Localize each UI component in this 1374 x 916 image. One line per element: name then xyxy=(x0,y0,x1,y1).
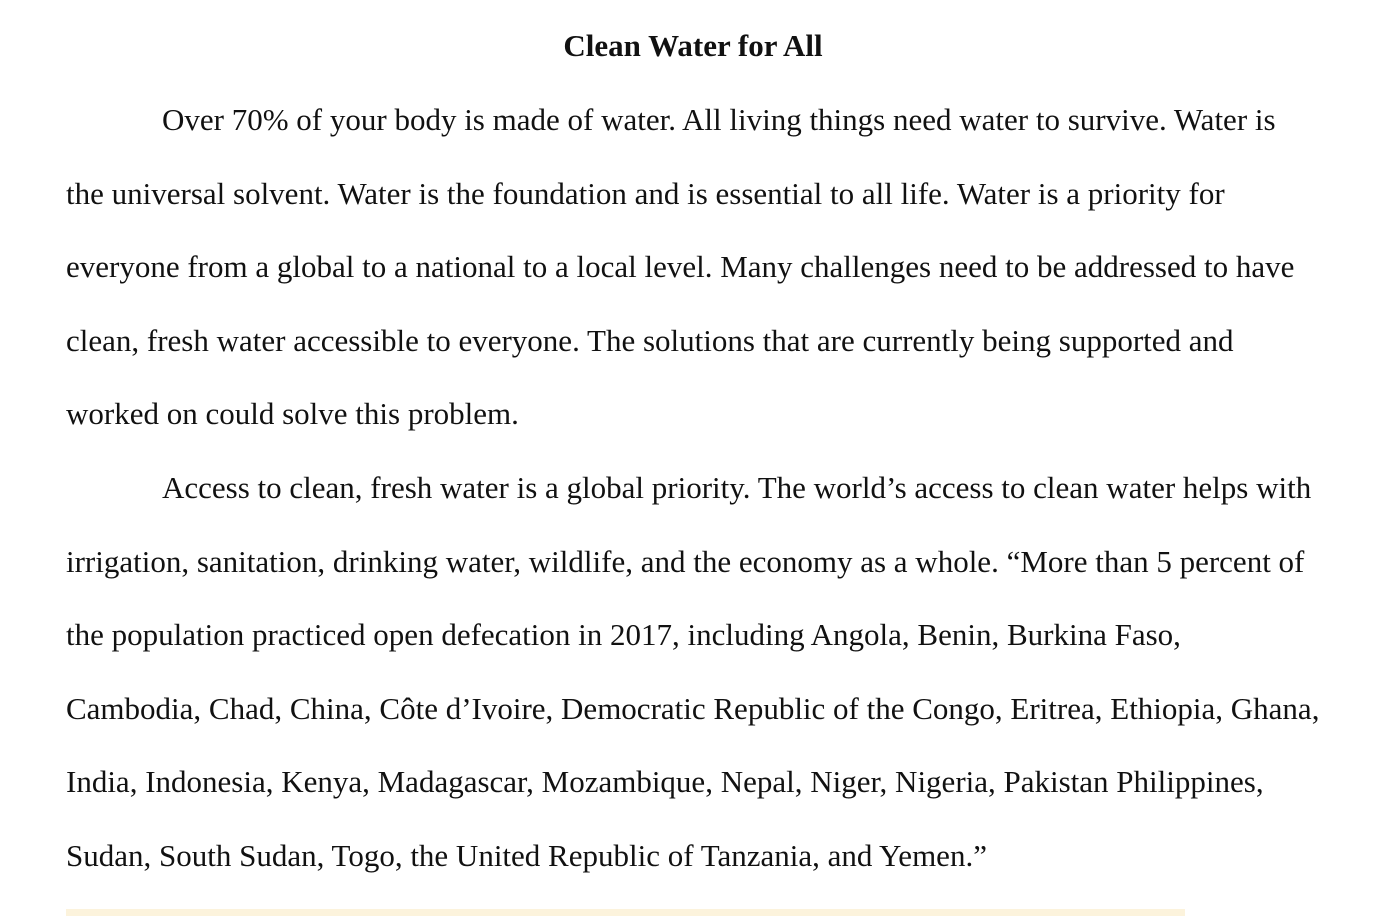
document-body xyxy=(66,83,1320,893)
text-highlight-strip xyxy=(66,909,1185,916)
document-title: Clean Water for All xyxy=(563,28,823,63)
paragraph-intro: Over 70% of your body is made of water. All living things need water to survive. Water is the universal solvent. Water is the foundation and is essential to all life. Water is a priority for everyone from a global to a national to a local level. Many challenges need to be addressed to have clean, fresh water accessible to everyone. The solutions that are currently being supported and worked on could solve this problem. xyxy=(66,102,1295,432)
paragraph-global-priority: Access to clean, fresh water is a global priority. The world’s access to clean water helps with irrigation, sanitation, drinking water, wildlife, and the economy as a whole. “More than 5 percent of the population practiced open defecation in 2017, including Angola, Benin, Burkina Faso, Cambodia, Chad, China, Côte d’Ivoire, Democratic Republic of the Congo, Eritrea, Ethiopia, Ghana, India, Indonesia, Kenya, Madagascar, Mozambique, Nepal, Niger, Nigeria, Pakistan Philippines, Sudan, South Sudan, Togo, the United Republic of Tanzania, and Yemen.” xyxy=(66,469,1320,873)
